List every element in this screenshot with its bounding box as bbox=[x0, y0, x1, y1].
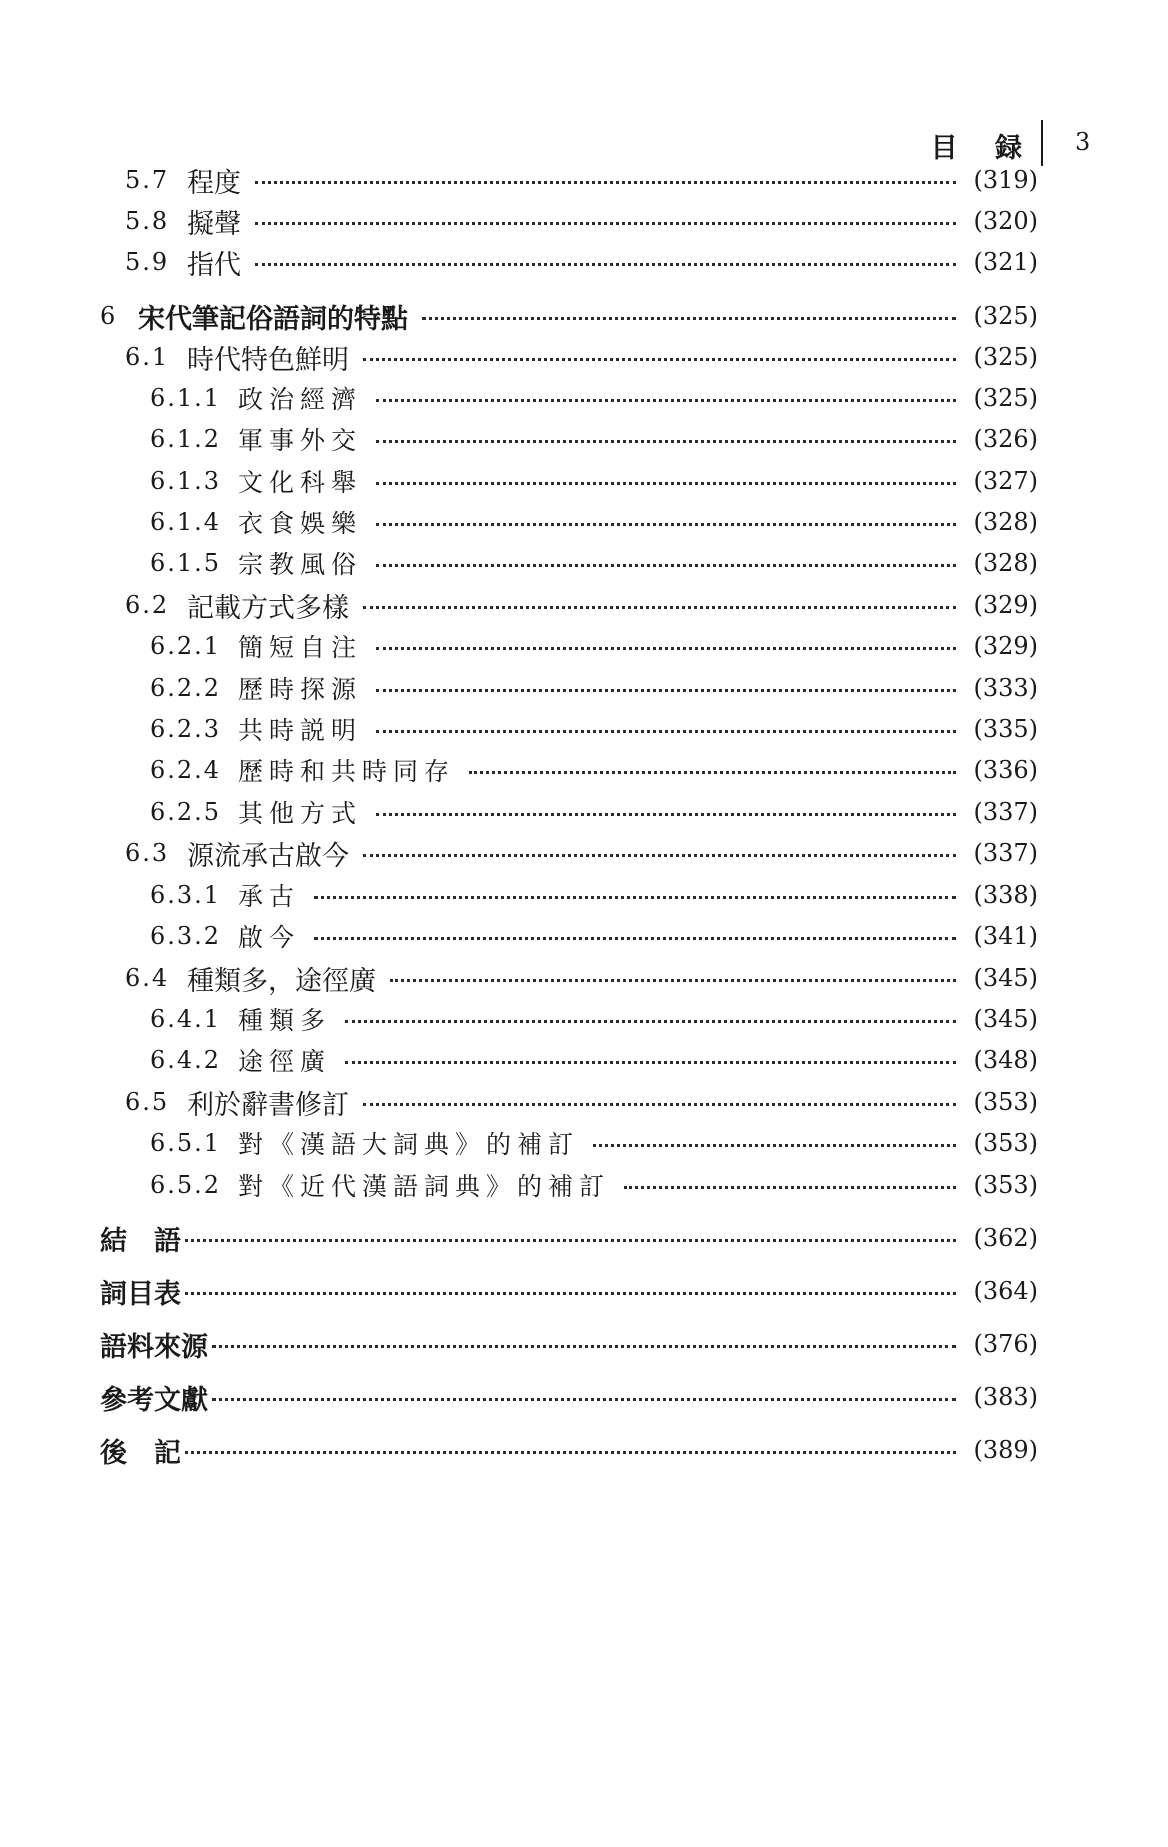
toc-entry-page: (321) bbox=[973, 248, 1038, 276]
leader-dots bbox=[363, 358, 956, 361]
toc-entry[interactable] bbox=[0, 1038, 1168, 1082]
toc-entry[interactable] bbox=[0, 873, 1168, 917]
leader-dots bbox=[376, 523, 956, 526]
toc-entry-number: 6.2 bbox=[125, 591, 170, 619]
toc-entry-title: 政治經濟 bbox=[238, 385, 363, 414]
toc-entry-title: 宋代筆記俗語詞的特點 bbox=[138, 303, 408, 335]
toc-entry[interactable] bbox=[0, 956, 1168, 1000]
toc-entry-number: 6.1.3 bbox=[150, 467, 222, 495]
toc-entry-number: 6.3 bbox=[125, 839, 170, 867]
toc-entry-page: (325) bbox=[973, 343, 1038, 371]
toc-entry-page: (348) bbox=[973, 1046, 1038, 1074]
toc-entry[interactable] bbox=[0, 624, 1168, 668]
toc-entry-title: 詞目表 bbox=[100, 1278, 181, 1310]
toc-backmatter-entry[interactable] bbox=[0, 1322, 1168, 1366]
toc-entry-title: 啟今 bbox=[238, 923, 301, 952]
toc-entry-number: 6.3.2 bbox=[150, 922, 222, 950]
toc-entry-page: (325) bbox=[973, 302, 1038, 330]
toc-entry-number: 6.2.1 bbox=[150, 632, 222, 660]
toc-entry-title: 衣食娛樂 bbox=[238, 509, 363, 538]
toc-entry-page: (362) bbox=[973, 1224, 1038, 1252]
toc-entry[interactable] bbox=[0, 666, 1168, 710]
toc-entry-page: (329) bbox=[973, 591, 1038, 619]
leader-dots bbox=[185, 1292, 956, 1295]
leader-dots bbox=[376, 730, 956, 733]
toc-entry-page: (353) bbox=[973, 1088, 1038, 1116]
toc-entry-number: 6.5.1 bbox=[150, 1129, 222, 1157]
toc-entry-title: 結 語 bbox=[100, 1225, 181, 1257]
toc-entry-number: 6.4.2 bbox=[150, 1046, 222, 1074]
leader-dots bbox=[376, 689, 956, 692]
toc-entry-number: 6.2.4 bbox=[150, 756, 222, 784]
toc-entry-title: 後 記 bbox=[100, 1437, 181, 1469]
toc-entry-number: 6.2.5 bbox=[150, 798, 222, 826]
toc-entry-title: 源流承古啟今 bbox=[187, 840, 349, 872]
toc-entry-title: 歷時探源 bbox=[238, 675, 363, 704]
toc-entry[interactable] bbox=[0, 541, 1168, 585]
leader-dots bbox=[376, 399, 956, 402]
toc-entry-title: 對《漢語大詞典》的補訂 bbox=[238, 1130, 580, 1159]
toc-entry[interactable] bbox=[0, 417, 1168, 461]
toc-entry-number: 6.1 bbox=[125, 343, 170, 371]
toc-entry-title: 程度 bbox=[187, 167, 241, 199]
toc-entry-page: (326) bbox=[973, 425, 1038, 453]
toc-entry[interactable] bbox=[0, 914, 1168, 958]
toc-entry[interactable] bbox=[0, 748, 1168, 792]
toc-entry-title: 承古 bbox=[238, 882, 301, 911]
leader-dots bbox=[255, 222, 956, 225]
toc-entry-number: 6.5.2 bbox=[150, 1171, 222, 1199]
toc-entry-page: (329) bbox=[973, 632, 1038, 660]
toc-entry-page: (328) bbox=[973, 549, 1038, 577]
leader-dots bbox=[624, 1186, 956, 1189]
toc-entry-page: (364) bbox=[973, 1277, 1038, 1305]
leader-dots bbox=[376, 647, 956, 650]
toc-entry-title: 指代 bbox=[187, 249, 241, 281]
toc-entry-number: 6.1.2 bbox=[150, 425, 222, 453]
toc-entry-page: (320) bbox=[973, 207, 1038, 235]
toc-entry-number: 6.2.2 bbox=[150, 674, 222, 702]
toc-entry[interactable] bbox=[0, 831, 1168, 875]
toc-entry-page: (333) bbox=[973, 674, 1038, 702]
toc-entry-title: 種類多，途徑廣 bbox=[187, 965, 376, 997]
toc-entry-title: 語料來源 bbox=[100, 1331, 208, 1363]
leader-dots bbox=[255, 263, 956, 266]
leader-dots bbox=[212, 1398, 956, 1401]
leader-dots bbox=[314, 937, 956, 940]
toc-entry[interactable] bbox=[0, 500, 1168, 544]
toc-entry-title: 其他方式 bbox=[238, 799, 363, 828]
leader-dots bbox=[363, 606, 956, 609]
toc-entry[interactable] bbox=[0, 240, 1168, 284]
toc-entry-page: (336) bbox=[973, 756, 1038, 784]
toc-entry-title: 簡短自注 bbox=[238, 633, 363, 662]
toc-entry-page: (338) bbox=[973, 881, 1038, 909]
toc-entry[interactable] bbox=[0, 158, 1168, 202]
toc-backmatter-entry[interactable] bbox=[0, 1216, 1168, 1260]
leader-dots bbox=[376, 440, 956, 443]
leader-dots bbox=[376, 564, 956, 567]
toc-entry-title: 參考文獻 bbox=[100, 1384, 208, 1416]
toc-entry[interactable] bbox=[0, 294, 1168, 338]
toc-entry-number: 6.1.4 bbox=[150, 508, 222, 536]
toc-entry[interactable] bbox=[0, 376, 1168, 420]
toc-entry-number: 6.1.5 bbox=[150, 549, 222, 577]
toc-entry-page: (345) bbox=[973, 1005, 1038, 1033]
leader-dots bbox=[185, 1239, 956, 1242]
toc-entry-title: 對《近代漢語詞典》的補訂 bbox=[238, 1172, 611, 1201]
leader-dots bbox=[376, 813, 956, 816]
toc-entry[interactable] bbox=[0, 1080, 1168, 1124]
header-title: 目 録 bbox=[930, 133, 1036, 164]
leader-dots bbox=[363, 1103, 956, 1106]
leader-dots bbox=[469, 771, 956, 774]
toc-backmatter-entry[interactable] bbox=[0, 1428, 1168, 1472]
leader-dots bbox=[422, 317, 956, 320]
toc-entry[interactable] bbox=[0, 790, 1168, 834]
toc-entry-page: (335) bbox=[973, 715, 1038, 743]
toc-entry-number: 5.8 bbox=[125, 207, 170, 235]
toc-entry[interactable] bbox=[0, 199, 1168, 243]
toc-entry-title: 記載方式多樣 bbox=[187, 592, 349, 624]
leader-dots bbox=[345, 1061, 956, 1064]
toc-entry-title: 種類多 bbox=[238, 1006, 332, 1035]
toc-entry-title: 擬聲 bbox=[187, 208, 241, 240]
toc-entry-page: (337) bbox=[973, 839, 1038, 867]
page-number: 3 bbox=[1075, 128, 1091, 156]
toc-entry-page: (325) bbox=[973, 384, 1038, 412]
toc-entry-title: 歷時和共時同存 bbox=[238, 757, 456, 786]
leader-dots bbox=[390, 979, 956, 982]
leader-dots bbox=[593, 1144, 956, 1147]
toc-entry-page: (328) bbox=[973, 508, 1038, 536]
toc-entry-title: 宗教風俗 bbox=[238, 550, 363, 579]
toc-entry-page: (345) bbox=[973, 964, 1038, 992]
toc-entry[interactable] bbox=[0, 583, 1168, 627]
leader-dots bbox=[255, 181, 956, 184]
toc-entry-number: 6 bbox=[100, 302, 118, 330]
toc-entry-title: 共時説明 bbox=[238, 716, 363, 745]
toc-entry-number: 6.4 bbox=[125, 964, 170, 992]
toc-entry-number: 6.1.1 bbox=[150, 384, 222, 412]
toc-entry-page: (337) bbox=[973, 798, 1038, 826]
toc-entry-title: 途徑廣 bbox=[238, 1047, 332, 1076]
toc-entry-page: (327) bbox=[973, 467, 1038, 495]
toc-entry-number: 5.7 bbox=[125, 166, 170, 194]
leader-dots bbox=[345, 1020, 956, 1023]
toc-entry-page: (341) bbox=[973, 922, 1038, 950]
leader-dots bbox=[376, 482, 956, 485]
toc-entry[interactable] bbox=[0, 335, 1168, 379]
toc-entry[interactable] bbox=[0, 707, 1168, 751]
toc-entry[interactable] bbox=[0, 459, 1168, 503]
toc-backmatter-entry[interactable] bbox=[0, 1269, 1168, 1313]
toc-entry-number: 6.3.1 bbox=[150, 881, 222, 909]
toc-entry-page: (383) bbox=[973, 1383, 1038, 1411]
toc-entry[interactable] bbox=[0, 1163, 1168, 1207]
leader-dots bbox=[185, 1451, 956, 1454]
toc-entry-page: (376) bbox=[973, 1330, 1038, 1358]
toc-entry-number: 6.4.1 bbox=[150, 1005, 222, 1033]
toc-entry-title: 時代特色鮮明 bbox=[187, 344, 349, 376]
leader-dots bbox=[363, 854, 956, 857]
toc-entry-page: (353) bbox=[973, 1171, 1038, 1199]
toc-entry[interactable] bbox=[0, 997, 1168, 1041]
toc-entry-title: 軍事外交 bbox=[238, 426, 363, 455]
toc-entry-page: (319) bbox=[973, 166, 1038, 194]
toc-entry-number: 5.9 bbox=[125, 248, 170, 276]
toc-entry-number: 6.2.3 bbox=[150, 715, 222, 743]
leader-dots bbox=[212, 1345, 956, 1348]
leader-dots bbox=[314, 896, 956, 899]
toc-backmatter-entry[interactable] bbox=[0, 1375, 1168, 1419]
toc-entry-number: 6.5 bbox=[125, 1088, 170, 1116]
toc-entry-title: 利於辭書修訂 bbox=[187, 1089, 349, 1121]
toc-entry[interactable] bbox=[0, 1121, 1168, 1165]
toc-entry-page: (353) bbox=[973, 1129, 1038, 1157]
toc-entry-page: (389) bbox=[973, 1436, 1038, 1464]
toc-entry-title: 文化科舉 bbox=[238, 468, 363, 497]
